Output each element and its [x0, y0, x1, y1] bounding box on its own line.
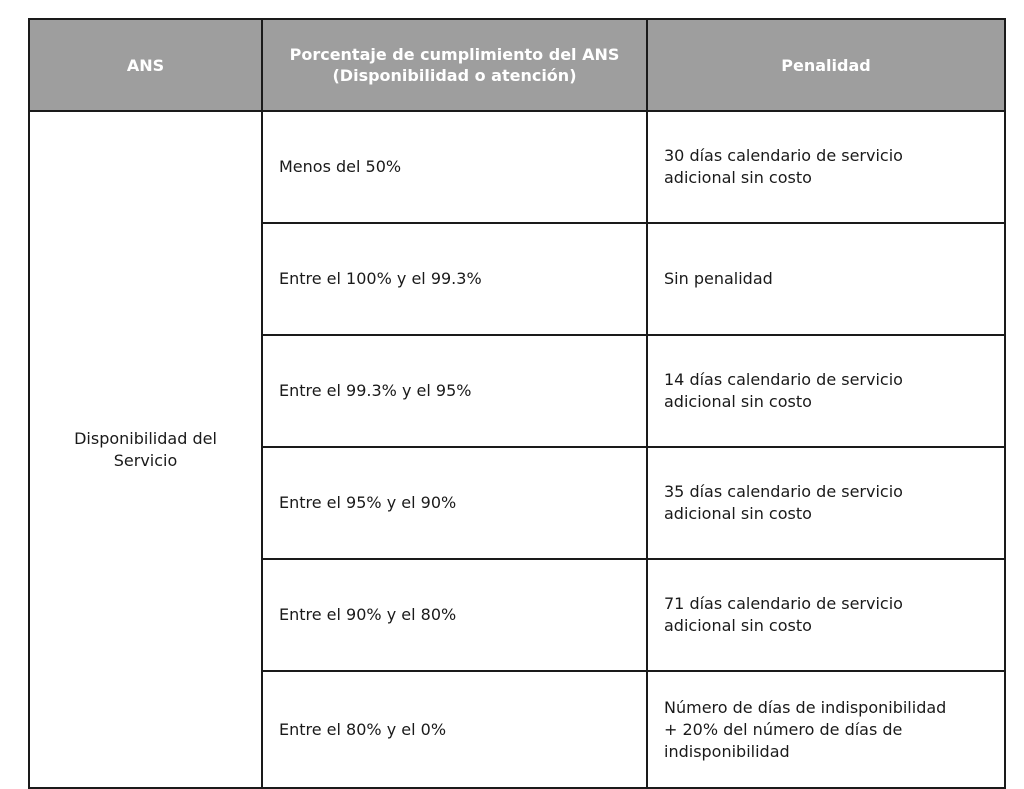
porcentaje-cell: [262, 559, 647, 671]
penalidad-text-line1: Sin penalidad: [664, 269, 773, 288]
header-penalidad-label: Penalidad: [781, 55, 871, 75]
penalidad-text-line1: 30 días calendario de servicio: [664, 146, 903, 165]
penalidad-cell: [647, 559, 1005, 671]
penalidad-text-line2: adicional sin costo: [664, 392, 812, 411]
penalidad-text-line1: Número de días de indisponibilidad: [664, 697, 947, 717]
penalidad-text-line3: indisponibilidad: [664, 741, 790, 761]
penalidad-text-line1: 71 días calendario de servicio: [664, 594, 903, 613]
porcentaje-cell: [262, 335, 647, 447]
porcentaje-cell: [262, 671, 647, 788]
table-header-row: [29, 19, 1005, 111]
penalidad-cell: [647, 335, 1005, 447]
header-porcentaje-line1: Porcentaje de cumplimiento del ANS: [289, 45, 620, 64]
penalidad-text-line1: 14 días calendario de servicio: [664, 370, 903, 389]
header-porcentaje: [262, 19, 647, 111]
header-penalidad: [647, 19, 1005, 111]
table-row: [29, 111, 1005, 223]
penalidad-text-line2: adicional sin costo: [664, 616, 812, 635]
header-ans-label: ANS: [126, 55, 165, 75]
penalidad-cell: [647, 223, 1005, 335]
penalidad-text-line2: adicional sin costo: [664, 504, 812, 523]
penalidad-text-line1: 35 días calendario de servicio: [664, 482, 903, 501]
penalidad-text-line2: + 20% del número de días de: [664, 719, 903, 739]
porcentaje-cell: [262, 111, 647, 223]
penalidad-cell: [647, 671, 1005, 788]
ans-value-line2: Servicio: [113, 450, 178, 470]
porcentaje-text: Entre el 80% y el 0%: [279, 719, 447, 739]
porcentaje-text: Entre el 90% y el 80%: [279, 605, 457, 624]
penalidad-text-line2: adicional sin costo: [664, 168, 812, 187]
header-porcentaje-line2: (Disponibilidad o atención): [332, 66, 577, 85]
penalidad-cell: [647, 447, 1005, 559]
porcentaje-text: Entre el 99.3% y el 95%: [279, 381, 472, 400]
penalidad-cell: [647, 111, 1005, 223]
ans-value-cell: [29, 111, 262, 788]
ans-value-line1: Disponibilidad del: [74, 428, 217, 448]
header-ans: [29, 19, 262, 111]
porcentaje-text: Entre el 95% y el 90%: [279, 493, 457, 512]
porcentaje-text: Menos del 50%: [279, 157, 402, 176]
porcentaje-cell: [262, 447, 647, 559]
ans-penalty-table: [28, 18, 1006, 789]
porcentaje-text: Entre el 100% y el 99.3%: [279, 269, 482, 288]
porcentaje-cell: [262, 223, 647, 335]
